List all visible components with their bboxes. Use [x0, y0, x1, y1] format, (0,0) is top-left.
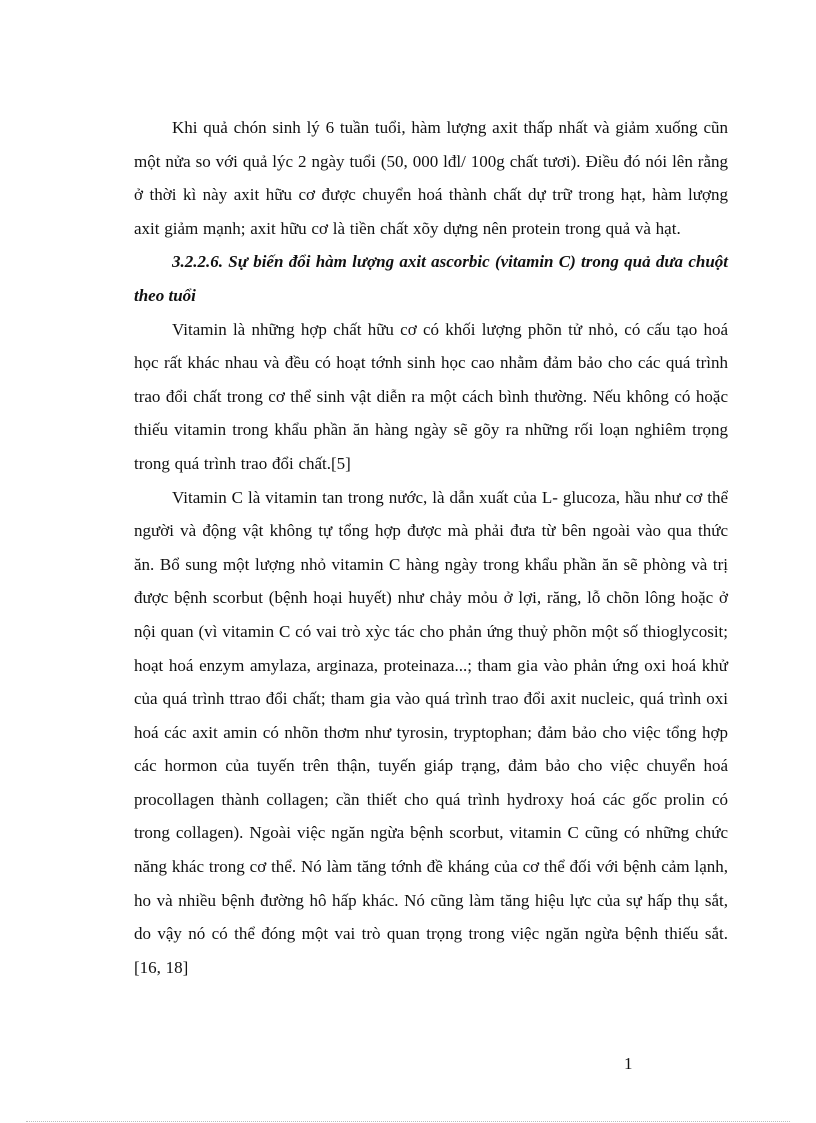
- paragraph-3: Vitamin C là vitamin tan trong nước, là dẫn xuất của L- glucoza, hầu như cơ thể người và động vật không tự tổng hợp được mà phải đưa từ bên ngoài vào qua thức ăn. Bổ sung một lượng nhỏ vitamin C hàng ngày trong khẩu phần ăn sẽ phòng và trị được bệnh scorbut (bệnh hoại huyết) như chảy mỏu ở lợi, răng, lỗ chõn lông hoặc ở nội quan (vì vitamin C có vai trò xỳc tác cho phản ứng thuỷ phõn một số thioglycosit; hoạt hoá enzym amylaza, arginaza, proteinaza...; tham gia vào phản ứng oxi hoá khử của quá trình ttrao đổi chất; tham gia vào quá trình trao đổi axit nucleic, quá trình oxi hoá các axit amin có nhõn thơm như tyrosin, tryptophan; đảm bảo cho việc tổng hợp các hormon của tuyến trên thận, tuyến giáp trạng, đảm bảo cho việc chuyển hoá procollagen thành collagen; cần thiết cho quá trình hydroxy hoá các gốc prolin có trong collagen). Ngoài việc ngăn ngừa bệnh scorbut, vitamin C cũng có những chức năng khác trong cơ thể. Nó làm tăng tớnh đề kháng của cơ thể đối với bệnh cảm lạnh, ho và nhiều bệnh đường hô hấp khác. Nó cũng làm tăng hiệu lực của sự hấp thụ sắt, do vậy nó có thể đóng một vai trò quan trọng trong việc ngăn ngừa bệnh thiếu sắt. [16, 18]: [134, 487, 728, 977]
- paragraph-2: Vitamin là những hợp chất hữu cơ có khối lượng phõn tử nhỏ, có cấu tạo hoá học rất khác nhau và đều có hoạt tớnh sinh học cao nhằm đảm bảo cho các quá trình trao đổi chất trong cơ thể sinh vật diễn ra một cách bình thường. Nếu không có hoặc thiếu vitamin trong khẩu phần ăn hàng ngày sẽ gõy ra những rối loạn nghiêm trọng trong quá trình trao đổi chất.[5]: [134, 319, 728, 473]
- page-number: 1: [624, 1054, 633, 1073]
- document-body: [134, 111, 728, 984]
- section-heading: 3.2.2.6. Sự biến đổi hàm lượng axit ascorbic (vitamin C) trong quả dưa chuột theo tuổi: [134, 252, 728, 305]
- page-bottom-divider: [26, 1121, 790, 1122]
- paragraph-1: Khi quả chón sinh lý 6 tuần tuổi, hàm lượng axit thấp nhất và giảm xuống cũn một nửa so với quả lýc 2 ngày tuổi (50, 000 lđl/ 100g chất tươi). Điều đó nói lên rằng ở thời kì này axit hữu cơ được chuyển hoá thành chất dự trữ trong hạt, hàm lượng axit giảm mạnh; axit hữu cơ là tiền chất xõy dựng nên protein trong quả và hạt.: [134, 118, 728, 238]
